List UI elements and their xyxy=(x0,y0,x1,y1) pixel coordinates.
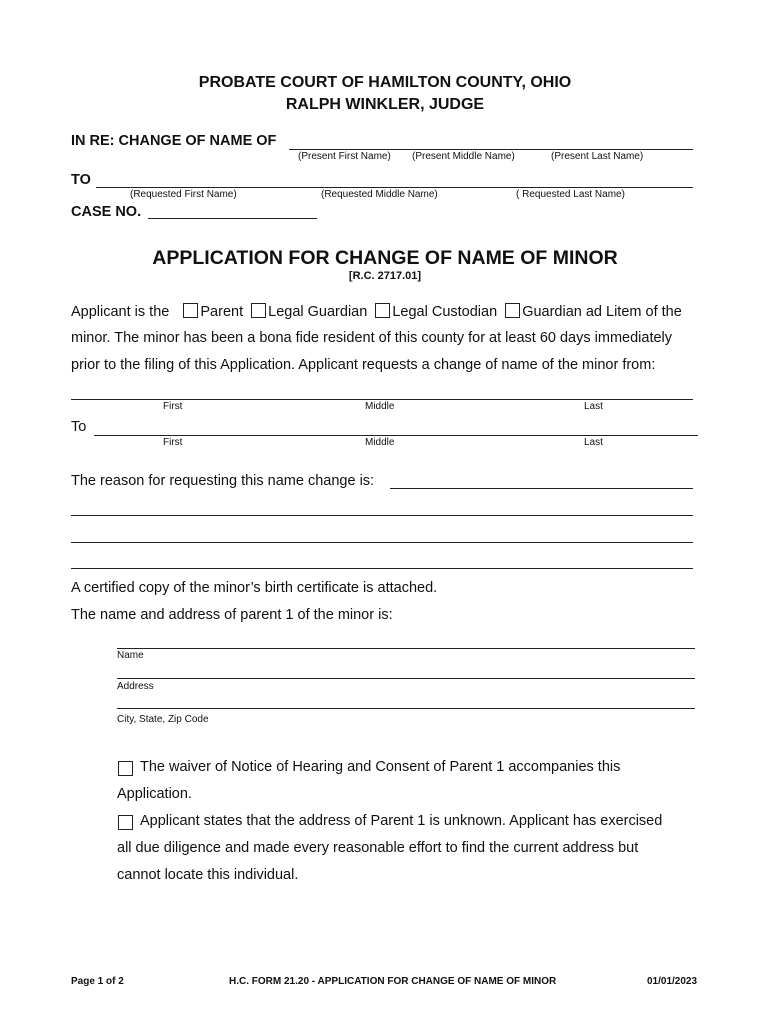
present-middle-caption: (Present Middle Name) xyxy=(412,151,515,162)
applicant-prefix: Applicant is the xyxy=(71,304,170,320)
applicant-line-3: prior to the filing of this Application. Applicant requests a change of name of the minor from: xyxy=(71,357,656,373)
footer-date: 01/01/2023 xyxy=(647,976,698,987)
form-title: APPLICATION FOR CHANGE OF NAME OF MINOR xyxy=(152,247,618,269)
from-middle-caption: Middle xyxy=(365,401,395,412)
to-name-label: To xyxy=(71,419,87,435)
present-last-caption: (Present Last Name) xyxy=(551,151,644,162)
page-number: Page 1 of 2 xyxy=(71,976,124,987)
reason-label: The reason for requesting this name change is: xyxy=(71,473,375,489)
reason-field-line-4[interactable] xyxy=(71,568,693,569)
to-middle-caption: Middle xyxy=(365,437,395,448)
applicant-line-2: minor. The minor has been a bona fide resident of this county for at least 60 days immediately xyxy=(71,330,673,346)
to-label: TO xyxy=(71,172,91,188)
to-last-caption: Last xyxy=(584,437,603,448)
requested-name-field[interactable] xyxy=(96,187,693,188)
parent1-city-caption: City, State, Zip Code xyxy=(117,714,209,725)
in-re-label: IN RE: CHANGE OF NAME OF xyxy=(71,133,277,149)
court-name: PROBATE COURT OF HAMILTON COUNTY, OHIO xyxy=(198,74,572,91)
reason-field-line-3[interactable] xyxy=(71,542,693,543)
footer-form-name: H.C. FORM 21.20 - APPLICATION FOR CHANGE OF NAME OF MINOR xyxy=(229,976,557,987)
parent1-name-caption: Name xyxy=(117,650,144,661)
waiver-checkbox[interactable] xyxy=(118,761,133,776)
from-first-caption: First xyxy=(163,401,183,412)
legal-custodian-checkbox[interactable] xyxy=(375,303,390,318)
unknown-line-2: all due diligence and made every reasonable effort to find the current address but xyxy=(117,840,639,856)
guardian-ad-litem-checkbox[interactable] xyxy=(505,303,520,318)
legal-custodian-option-label: Legal Custodian xyxy=(392,304,498,320)
legal-guardian-checkbox[interactable] xyxy=(251,303,266,318)
to-first-caption: First xyxy=(163,437,183,448)
from-name-field[interactable] xyxy=(71,399,693,400)
parent-checkbox[interactable] xyxy=(183,303,198,318)
legal-guardian-option-label: Legal Guardian xyxy=(268,304,368,320)
judge-name: RALPH WINKLER, JUDGE xyxy=(285,96,485,113)
statute-ref: [R.C. 2717.01] xyxy=(348,270,422,282)
present-name-field[interactable] xyxy=(289,149,693,150)
present-first-caption: (Present First Name) xyxy=(298,151,391,162)
parent1-address-field[interactable] xyxy=(117,678,695,679)
waiver-line-2: Application. xyxy=(117,786,192,802)
guardian-ad-litem-option-label: Guardian ad Litem of the xyxy=(522,304,682,320)
address-unknown-checkbox[interactable] xyxy=(118,815,133,830)
requested-last-caption: ( Requested Last Name) xyxy=(516,189,625,200)
parent1-name-field[interactable] xyxy=(117,648,695,649)
case-no-label: CASE NO. xyxy=(71,204,142,220)
parent-option-label: Parent xyxy=(200,304,244,320)
parent1-intro: The name and address of parent 1 of the minor is: xyxy=(71,607,393,623)
parent1-address-caption: Address xyxy=(117,681,154,692)
unknown-line-1: Applicant states that the address of Parent 1 is unknown. Applicant has exercised xyxy=(140,813,663,829)
birth-certificate-statement: A certified copy of the minor’s birth certificate is attached. xyxy=(71,580,438,596)
waiver-line-1: The waiver of Notice of Hearing and Consent of Parent 1 accompanies this xyxy=(140,759,621,775)
requested-middle-caption: (Requested Middle Name) xyxy=(321,189,438,200)
from-last-caption: Last xyxy=(584,401,603,412)
case-no-field[interactable] xyxy=(148,218,317,219)
reason-field-line-2[interactable] xyxy=(71,515,693,516)
requested-first-caption: (Requested First Name) xyxy=(130,189,237,200)
to-name-field[interactable] xyxy=(94,435,698,436)
parent1-city-field[interactable] xyxy=(117,708,695,709)
unknown-line-3: cannot locate this individual. xyxy=(117,867,299,883)
reason-field-line-1[interactable] xyxy=(390,488,693,489)
applicant-role-line xyxy=(71,303,682,320)
